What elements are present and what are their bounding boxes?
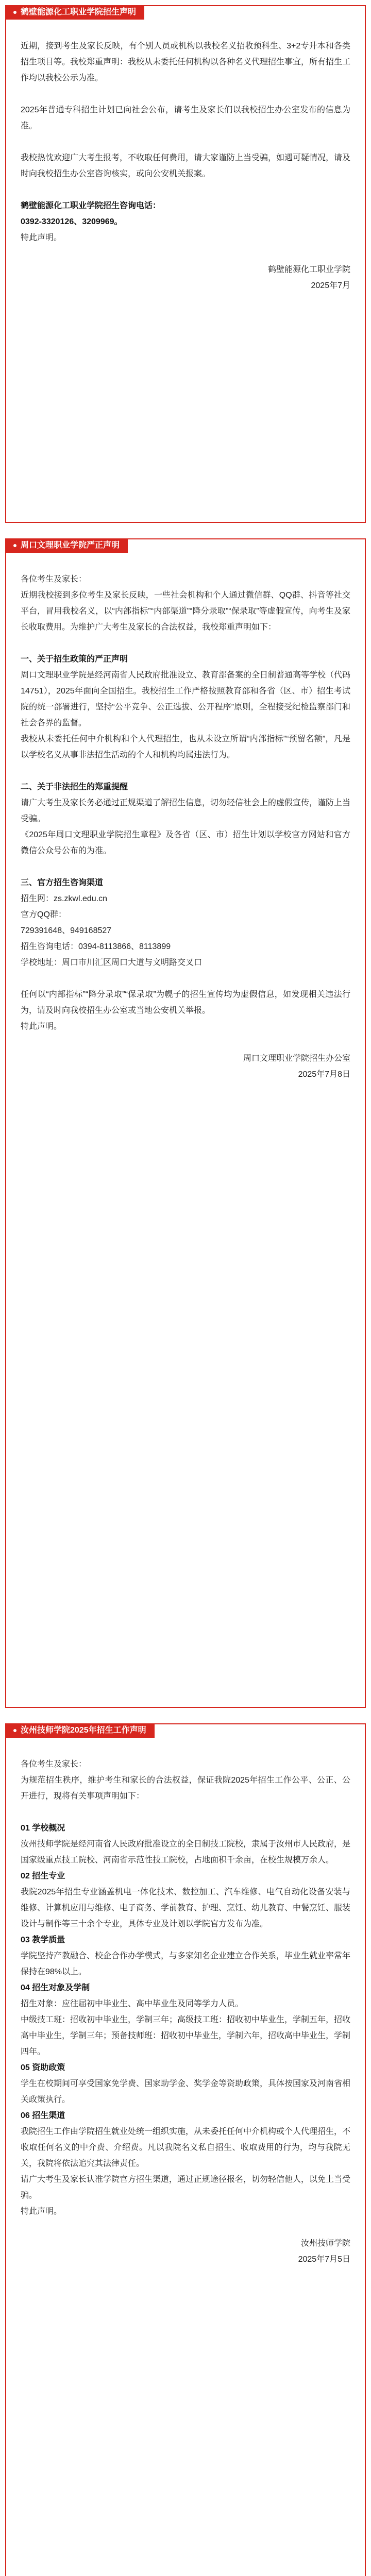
paragraph: 我院招生工作由学院招生就业处统一组织实施，从未委托任何中介机构或个人代理招生，不收取任何名义的中介费、介绍费。凡以我院名义私自招生、收取费用的行为，均与我院无关，我院将依法追究其法律责任。 <box>21 2127 350 2168</box>
paragraph: 2025年普通专科招生计划已向社会公布，请考生及家长们以我校招生办公室发布的信息为准。 <box>21 106 350 130</box>
notice-title: 汝州技师学院2025年招生工作声明 <box>21 1726 146 1735</box>
paragraph: 周口文理职业学院是经河南省人民政府批准设立、教育部备案的全日制普通高等学校（代码14751），2025年面向全国招生。我校招生工作严格按照教育部和各省（区、市）招生考试院的统一部署进行，坚持“公平竞争、公正选拔、公开程序”原则，全程接受纪检监察部门和社会各界的监督。 <box>21 671 350 727</box>
notice-card-1 <box>5 5 366 523</box>
phone-numbers: 招生咨询电话：0394-8113866、8113899 <box>21 942 171 951</box>
qq-numbers: 729391648、949168527 <box>21 926 112 935</box>
phone-numbers: 0392-3320126、3209969。 <box>21 217 123 226</box>
paragraph: 各位考生及家长： <box>21 575 87 584</box>
paragraph: 特此声明。 <box>21 1022 62 1031</box>
section-heading: 02 招生专业 <box>21 1872 65 1880</box>
section-heading: 04 招生对象及学制 <box>21 1984 90 1992</box>
paragraph: 我校从未委托任何中介机构和个人代理招生，也从未设立所谓“内部指标”“预留名额”，凡是以学校名义从事非法招生活动的个人和机构均属违法行为。 <box>21 735 350 759</box>
notice-title-tag <box>5 5 144 20</box>
paragraph: 汝州技师学院是经河南省人民政府批准设立的全日制技工院校，隶属于汝州市人民政府，是国家级重点技工院校、河南省示范性技工院校，占地面积千余亩，在校生规模万余人。 <box>21 1840 350 1865</box>
website: 招生网：zs.zkwl.edu.cn <box>21 894 108 903</box>
paragraph: 我院2025年招生专业涵盖机电一体化技术、数控加工、汽车维修、电气自动化设备安装与维修、计算机应用与维修、电子商务、学前教育、护理、烹饪、幼儿教育、中餐烹饪、服装设计与制作等三十余个专业，具体专业及计划以学院官方发布为准。 <box>21 1888 350 1928</box>
qq-label: 官方QQ群： <box>21 910 66 919</box>
section-heading: 二、关于非法招生的郑重提醒 <box>21 783 128 791</box>
paragraph: 《2025年周口文理职业学院招生章程》及各省（区、市）招生计划以学校官方网站和官方微信公众号公布的为准。 <box>21 831 350 855</box>
notice-body <box>21 38 350 512</box>
paragraph: 学生在校期间可享受国家免学费、国家助学金、奖学金等资助政策，具体按国家及河南省相关政策执行。 <box>21 2079 350 2104</box>
paragraph: 学院坚持产教融合、校企合作办学模式，与多家知名企业建立合作关系，毕业生就业率常年保持在98%以上。 <box>21 1952 350 1976</box>
section-heading: 06 招生渠道 <box>21 2111 65 2120</box>
notice-title: 周口文理职业学院严正声明 <box>21 541 120 550</box>
signature-org: 鹤壁能源化工职业学院 <box>267 265 350 274</box>
paragraph: 近期，接到考生及家长反映，有个别人员或机构以我校名义招收预科生、3+2专升本和各类招生项目等。我校郑重声明：我校从未委托任何机构以各种名义代理招生事宜，所有招生工作均以我校公示为准。 <box>21 42 350 82</box>
paragraph: 中级技工班：招收初中毕业生，学制三年；高级技工班：招收初中毕业生，学制五年，招收高中毕业生，学制三年；预备技师班：招收初中毕业生，学制六年，招收高中毕业生，学制四年。 <box>21 2015 350 2056</box>
paragraph: 鹤壁能源化工职业学院招生咨询电话： <box>21 201 161 210</box>
pin-icon <box>13 11 16 14</box>
paragraph: 特此声明。 <box>21 233 62 242</box>
signature-date: 2025年7月8日 <box>298 1070 350 1079</box>
paragraph: 为规范招生秩序，维护考生和家长的合法权益，保证我院2025年招生工作公平、公正、公开进行，现将有关事项声明如下： <box>21 1776 350 1801</box>
section-heading: 三、官方招生咨询渠道 <box>21 878 104 887</box>
signature-date: 2025年7月5日 <box>298 2255 350 2264</box>
address: 学校地址：周口市川汇区周口大道与文明路交叉口 <box>21 958 203 967</box>
section-heading: 一、关于招生政策的严正声明 <box>21 655 128 664</box>
notice-body <box>21 1756 350 2576</box>
paragraph: 各位考生及家长： <box>21 1760 87 1769</box>
pin-icon <box>13 1729 16 1732</box>
notice-body <box>21 571 350 1697</box>
paragraph: 请广大考生及家长务必通过正规渠道了解招生信息，切勿轻信社会上的虚假宣传，谨防上当受骗。 <box>21 799 350 823</box>
paragraph: 请广大考生及家长认准学院官方招生渠道，通过正规途径报名，切勿轻信他人，以免上当受骗。 <box>21 2175 350 2200</box>
signature-date: 2025年7月 <box>311 281 350 290</box>
paragraph: 招生对象：应往届初中毕业生、高中毕业生及同等学力人员。 <box>21 1999 244 2008</box>
pin-icon <box>13 544 16 547</box>
section-heading: 03 教学质量 <box>21 1936 65 1944</box>
notice-card-2 <box>5 538 366 1708</box>
notice-card-3 <box>5 1723 366 2576</box>
section-heading: 01 学校概况 <box>21 1824 65 1833</box>
section-heading: 05 资助政策 <box>21 2063 65 2072</box>
signature-org: 周口文理职业学院招生办公室 <box>243 1054 350 1063</box>
signature-org: 汝州技师学院 <box>300 2239 350 2248</box>
notice-title: 鹤壁能源化工职业学院招生声明 <box>21 8 137 16</box>
paragraph: 我校热忱欢迎广大考生报考，不收取任何费用，请大家谨防上当受骗，如遇可疑情况，请及时向我校招生办公室咨询核实，或向公安机关报案。 <box>21 154 350 178</box>
paragraph: 近期我校接到多位考生及家长反映，一些社会机构和个人通过微信群、QQ群、抖音等社交平台，冒用我校名义，以“内部指标”“内部渠道”“降分录取”“保录取”等虚假宣传，向考生及家长收取费用。为维护广大考生及家长的合法权益，我校郑重声明如下： <box>21 591 350 632</box>
paragraph: 任何以“内部指标”“降分录取”“保录取”为幌子的招生宣传均为虚假信息，如发现相关违法行为，请及时向我校招生办公室或当地公安机关举报。 <box>21 990 350 1015</box>
paragraph: 特此声明。 <box>21 2207 62 2216</box>
notice-title-tag <box>5 538 128 553</box>
notice-title-tag <box>5 1723 155 1738</box>
